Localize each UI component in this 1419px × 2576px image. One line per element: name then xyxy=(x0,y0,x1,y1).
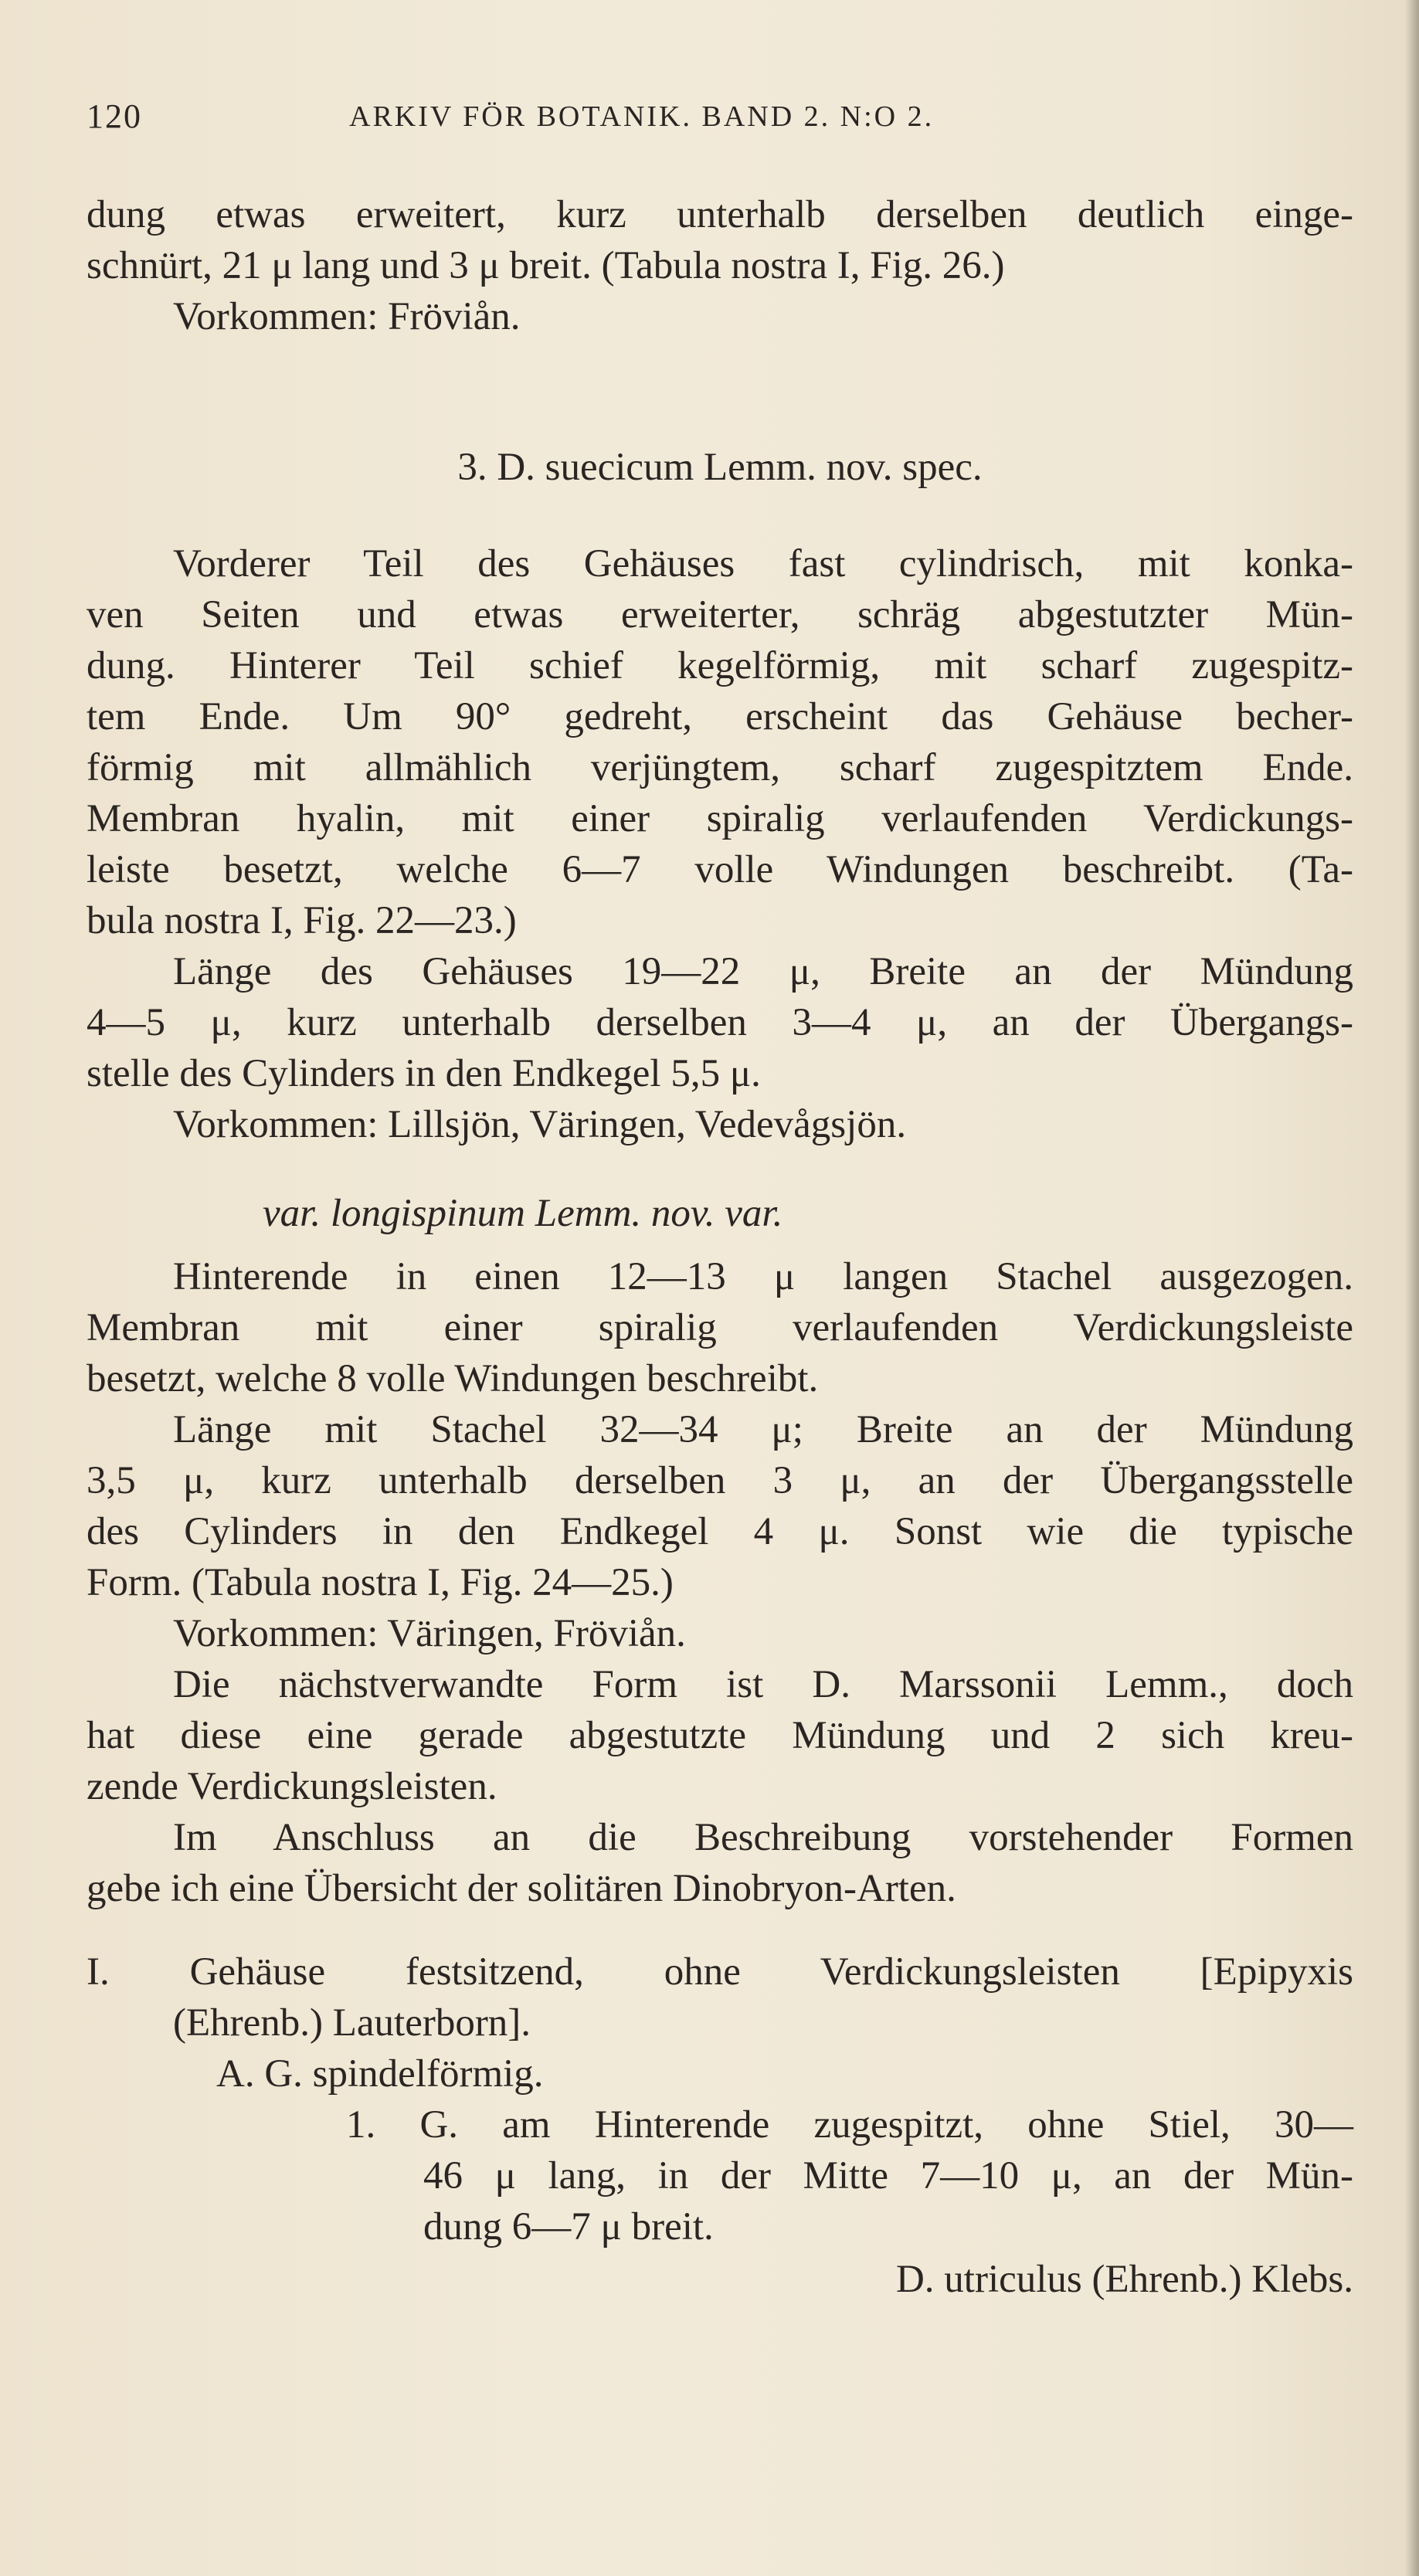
page-edge-shadow xyxy=(1405,0,1419,2576)
text-line: dung etwas erweitert, kurz unterhalb derselben deutlich einge- xyxy=(87,193,1353,236)
species-heading: 3. D. suecicum Lemm. nov. spec. xyxy=(457,446,983,489)
text-line: leiste besetzt, welche 6—7 volle Windungen beschreibt. (Ta- xyxy=(87,848,1353,891)
text-line: hat diese eine gerade abgestutzte Mündung und 2 sich kreu- xyxy=(87,1714,1353,1757)
text-line: besetzt, welche 8 volle Windungen beschreibt. xyxy=(87,1357,819,1400)
key-item-I: I. Gehäuse festsitzend, ohne Verdickungsleisten [Epipyxis xyxy=(87,1950,1353,1994)
key-item-I-cont: (Ehrenb.) Lauterborn]. xyxy=(173,2001,531,2045)
key-item-1-cont: 46 μ lang, in der Mitte 7—10 μ, an der Mün- xyxy=(423,2154,1353,2198)
text-line: Vorkommen: Lillsjön, Väringen, Vedevågsjön. xyxy=(173,1103,907,1146)
text-line: förmig mit allmählich verjüngtem, scharf zugespitztem Ende. xyxy=(87,746,1353,789)
text-line: Hinterende in einen 12—13 μ langen Stachel ausgezogen. xyxy=(173,1255,1353,1298)
text-line: Form. (Tabula nostra I, Fig. 24—25.) xyxy=(87,1561,674,1604)
running-header xyxy=(87,97,1353,151)
text-line: Im Anschluss an die Beschreibung vorstehender Formen xyxy=(173,1816,1353,1859)
text-line: bula nostra I, Fig. 22—23.) xyxy=(87,899,517,942)
text-line: tem Ende. Um 90° gedreht, erscheint das Gehäuse becher- xyxy=(87,695,1353,738)
running-title: ARKIV FÖR BOTANIK. BAND 2. N:O 2. xyxy=(349,100,935,133)
text-line: Länge mit Stachel 32—34 μ; Breite an der Mündung xyxy=(173,1408,1353,1451)
text-line: gebe ich eine Übersicht der solitären Dinobryon-Arten. xyxy=(87,1867,956,1910)
text-line: Membran mit einer spiralig verlaufenden Verdickungsleiste xyxy=(87,1306,1353,1349)
text-line: Vorkommen: Väringen, Fröviån. xyxy=(173,1612,686,1655)
text-line: Die nächstverwandte Form ist D. Marssonii Lemm., doch xyxy=(173,1663,1353,1706)
text-line: zende Verdickungsleisten. xyxy=(87,1765,497,1808)
text-line: Vorkommen: Fröviån. xyxy=(173,295,521,338)
text-line: 3,5 μ, kurz unterhalb derselben 3 μ, an der Übergangsstelle xyxy=(87,1459,1353,1502)
key-item-A: A. G. spindelförmig. xyxy=(216,2052,544,2096)
text-line: ven Seiten und etwas erweiterter, schräg abgestutzter Mün- xyxy=(87,593,1353,636)
text-line: des Cylinders in den Endkegel 4 μ. Sonst wie die typische xyxy=(87,1510,1353,1553)
key-item-1: 1. G. am Hinterende zugespitzt, ohne Stiel, 30— xyxy=(346,2103,1353,2147)
text-line: Vorderer Teil des Gehäuses fast cylindrisch, mit konka- xyxy=(173,542,1353,585)
text-line: Länge des Gehäuses 19—22 μ, Breite an der Mündung xyxy=(173,950,1353,993)
text-line: dung. Hinterer Teil schief kegelförmig, mit scharf zugespitz- xyxy=(87,644,1353,687)
text-line: stelle des Cylinders in den Endkegel 5,5 μ. xyxy=(87,1052,761,1095)
text-line: schnürt, 21 μ lang und 3 μ breit. (Tabula nostra I, Fig. 26.) xyxy=(87,244,1005,287)
page-number: 120 xyxy=(87,97,142,135)
variety-heading: var. longispinum Lemm. nov. var. xyxy=(263,1192,783,1235)
key-item-1-cont: dung 6—7 μ breit. xyxy=(423,2205,714,2248)
species-name-utriculus: D. utriculus (Ehrenb.) Klebs. xyxy=(895,2258,1353,2301)
text-line: Membran hyalin, mit einer spiralig verlaufenden Verdickungs- xyxy=(87,797,1353,840)
text-line: 4—5 μ, kurz unterhalb derselben 3—4 μ, an der Übergangs- xyxy=(87,1001,1353,1044)
